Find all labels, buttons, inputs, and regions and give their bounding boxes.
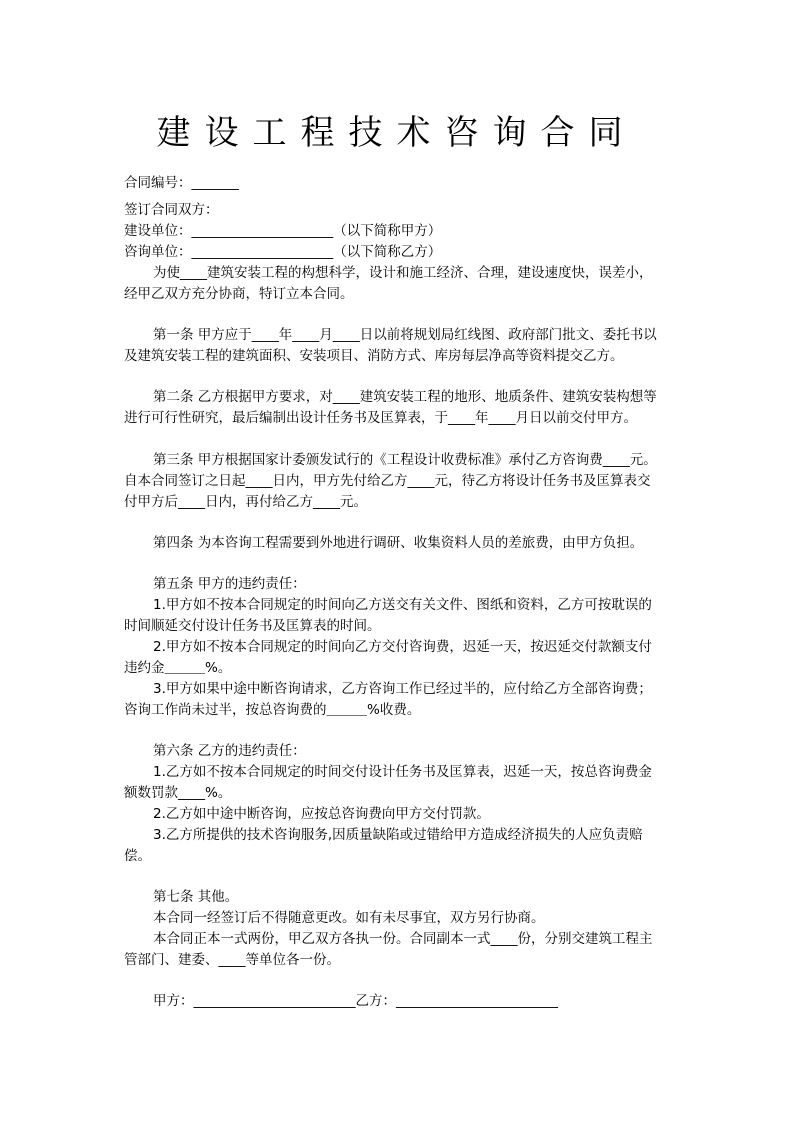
article-6-line: 偿。 bbox=[124, 848, 151, 864]
article-6-line: 1.乙方如不按本合同规定的时间交付设计任务书及匡算表，迟延一天，按总咨询费金 bbox=[153, 764, 652, 780]
article-1-line: 及建筑安装工程的建筑面积、安装项目、消防方式、库房每层净高等资料提交乙方。 bbox=[124, 348, 624, 364]
intro-line: 经甲乙双方充分协商，特订立本合同。 bbox=[124, 286, 354, 302]
article-5-line: 咨询工作尚未过半，按总咨询费的＿＿＿%收费。 bbox=[124, 702, 421, 718]
article-2-line: 进行可行性研究，最后编制出设计任务书及匡算表，于____年____月日以前交付甲方。 bbox=[124, 410, 637, 426]
article-3-line: 第三条 甲方根据国家计委颁发试行的《工程设计收费标准》承付乙方咨询费____元。 bbox=[153, 452, 657, 468]
article-5-line: 1.甲方如不按本合同规定的时间向乙方送交有关文件、图纸和资料，乙方可按耽误的 bbox=[153, 597, 652, 613]
article-7-line: 本合同一经签订后不得随意更改。如有未尽事宜，双方另行协商。 bbox=[153, 910, 545, 926]
party-b-line: 咨询单位：_____________________（以下简称乙方） bbox=[124, 244, 442, 260]
article-6-line: 额数罚款____%。 bbox=[124, 785, 232, 801]
article-2-line: 第二条 乙方根据甲方要求，对____建筑安装工程的地形、地质条件、建筑安装构想等 bbox=[153, 389, 657, 405]
article-4-line: 第四条 为本咨询工程需要到外地进行调研、收集资料人员的差旅费，由甲方负担。 bbox=[153, 535, 644, 551]
article-6-line: 2.乙方如中途中断咨询，应按总咨询费向甲方交付罚款。 bbox=[153, 806, 490, 822]
article-5-heading: 第五条 甲方的违约责任： bbox=[153, 576, 306, 592]
article-6-heading: 第六条 乙方的违约责任： bbox=[153, 743, 306, 759]
contract-number-line: 合同编号：_______ bbox=[124, 175, 239, 191]
article-5-line: 违约金＿＿＿%。 bbox=[124, 660, 232, 676]
article-7-line: 管部门、建委、____等单位各一份。 bbox=[124, 952, 340, 968]
article-7-heading: 第七条 其他。 bbox=[153, 889, 239, 905]
parties-heading: 签订合同双方： bbox=[124, 202, 219, 218]
party-a-line: 建设单位：_____________________（以下简称甲方） bbox=[124, 223, 442, 239]
document-title: 建设工程技术咨询合同 bbox=[156, 113, 637, 153]
article-7-line: 本合同正本一式两份，甲乙双方各执一份。合同副本一式____份，分别交建筑工程主 bbox=[153, 931, 653, 947]
article-5-line: 2.甲方如不按本合同规定的时间向乙方交付咨询费，迟延一天，按迟延交付款额支付 bbox=[153, 639, 652, 655]
signature-line: 甲方：________________________乙方：________________________ bbox=[153, 993, 558, 1009]
article-1-line: 第一条 甲方应于____年____月____日以前将规划局红线图、政府部门批文、委托书以 bbox=[153, 327, 657, 343]
article-3-line: 付甲方后____日内，再付给乙方____元。 bbox=[124, 494, 367, 510]
article-5-line: 3.甲方如果中途中断咨询请求，乙方咨询工作已经过半的，应付给乙方全部咨询费； bbox=[153, 681, 652, 697]
article-3-line: 自本合同签订之日起____日内，甲方先付给乙方____元，待乙方将设计任务书及匡算表交 bbox=[124, 473, 651, 489]
intro-line: 为使____建筑安装工程的构想科学，设计和施工经济、合理，建设速度快，误差小， bbox=[153, 265, 653, 281]
article-5-line: 时间顺延交付设计任务书及匡算表的时间。 bbox=[124, 618, 381, 634]
article-6-line: 3.乙方所提供的技术咨询服务,因质量缺陷或过错给甲方造成经济损失的人应负责赔 bbox=[153, 827, 643, 843]
